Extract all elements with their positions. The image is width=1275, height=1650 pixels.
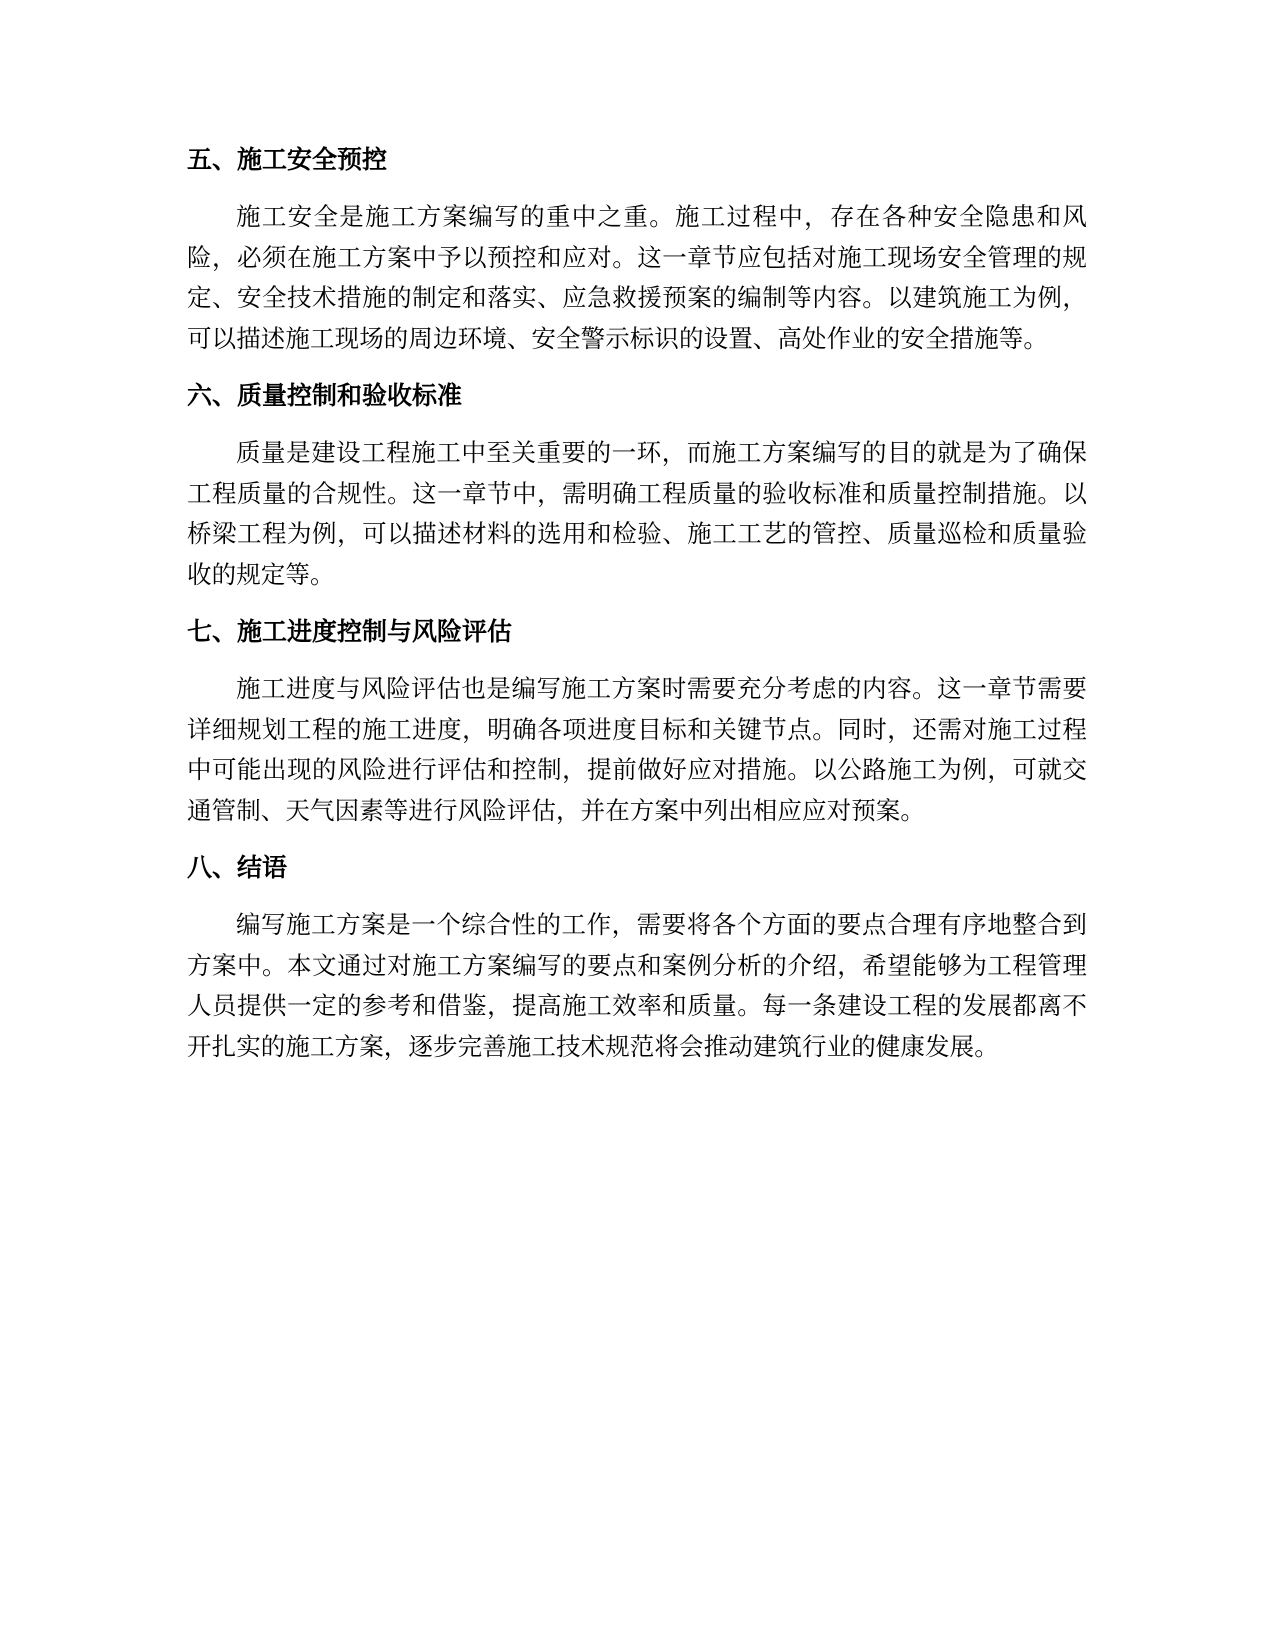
section-heading: 八、结语 xyxy=(187,853,288,882)
section-heading: 五、施工安全预控 xyxy=(187,145,388,174)
section-schedule-risk xyxy=(187,612,1087,831)
section-paragraph: 施工安全是施工方案编写的重中之重。施工过程中，存在各种安全隐患和风险，必须在施工方案中予以预控和应对。这一章节应包括对施工现场安全管理的规定、安全技术措施的制定和落实、应急救援预案的编制等内容。以建筑施工为例，可以描述施工现场的周边环境、安全警示标识的设置、高处作业的安全措施等。 xyxy=(187,202,1087,353)
section-paragraph: 编写施工方案是一个综合性的工作，需要将各个方面的要点合理有序地整合到方案中。本文通过对施工方案编写的要点和案例分析的介绍，希望能够为工程管理人员提供一定的参考和借鉴，提高施工效率和质量。每一条建设工程的发展都离不开扎实的施工方案，逐步完善施工技术规范将会推动建筑行业的健康发展。 xyxy=(187,910,1087,1061)
section-heading: 六、质量控制和验收标准 xyxy=(187,381,463,410)
section-paragraph: 施工进度与风险评估也是编写施工方案时需要充分考虑的内容。这一章节需要详细规划工程的施工进度，明确各项进度目标和关键节点。同时，还需对施工过程中可能出现的风险进行评估和控制，提前做好应对措施。以公路施工为例，可就交通管制、天气因素等进行风险评估，并在方案中列出相应应对预案。 xyxy=(187,674,1087,825)
section-conclusion xyxy=(187,848,1087,1067)
section-paragraph: 质量是建设工程施工中至关重要的一环，而施工方案编写的目的就是为了确保工程质量的合规性。这一章节中，需明确工程质量的验收标准和质量控制措施。以桥梁工程为例，可以描述材料的选用和检验、施工工艺的管控、质量巡检和质量验收的规定等。 xyxy=(187,438,1087,589)
section-heading: 七、施工进度控制与风险评估 xyxy=(187,617,513,646)
document-page xyxy=(187,140,1087,1084)
section-safety-control xyxy=(187,140,1087,359)
section-quality-control xyxy=(187,376,1087,595)
